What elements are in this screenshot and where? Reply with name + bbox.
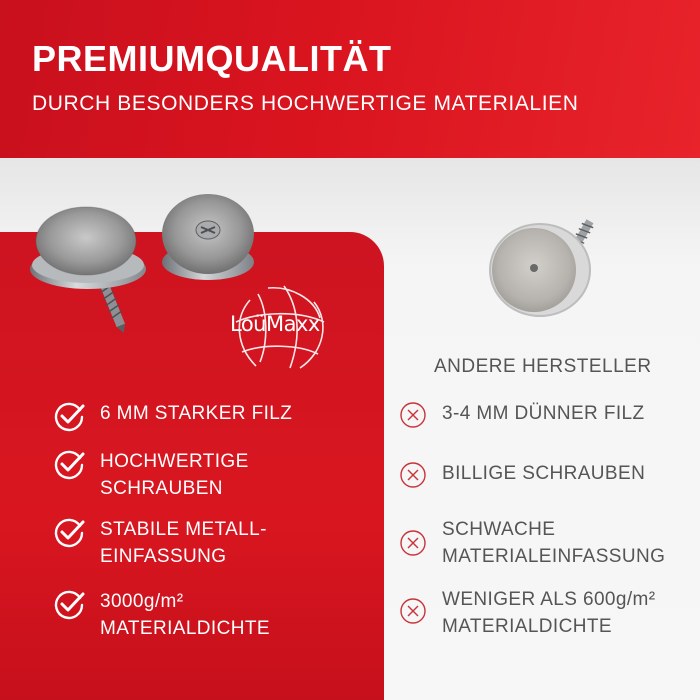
feature-text: STABILE METALL- EINFASSUNG — [100, 519, 267, 567]
x-circle-icon — [398, 528, 428, 558]
other-feature-text: BILLIGE SCHRAUBEN — [442, 463, 646, 484]
header-banner — [0, 0, 700, 158]
other-feature-text: SCHWACHE MATERIALEINFASSUNG — [442, 519, 666, 567]
feature-text: 3000g/m² MATERIALDICHTE — [100, 591, 270, 639]
feature-text: HOCHWERTIGE SCHRAUBEN — [100, 451, 249, 499]
other-manufacturer-heading: ANDERE HERSTELLER — [434, 356, 652, 377]
loumaxx-glider-screw-image — [30, 195, 160, 335]
page-subtitle: DURCH BESONDERS HOCHWERTIGE MATERIALIEN — [32, 92, 579, 115]
x-circle-icon — [398, 596, 428, 626]
feature-text: 6 MM STARKER FILZ — [100, 403, 293, 424]
check-circle-icon — [52, 448, 86, 482]
other-feature-text: WENIGER ALS 600g/m² MATERIALDICHTE — [442, 589, 656, 637]
loumaxx-logo — [228, 282, 344, 372]
check-circle-icon — [52, 400, 86, 434]
check-circle-icon — [52, 516, 86, 550]
logo-text: LoüMaxx — [230, 312, 320, 336]
check-circle-icon — [52, 588, 86, 622]
x-circle-icon — [398, 400, 428, 430]
page-title: PREMIUMQUALITÄT — [32, 38, 392, 79]
other-feature-text: 3-4 MM DÜNNER FILZ — [442, 403, 645, 424]
loumaxx-glider-image — [158, 190, 258, 290]
x-circle-icon — [398, 460, 428, 490]
other-glider-image — [478, 212, 608, 332]
